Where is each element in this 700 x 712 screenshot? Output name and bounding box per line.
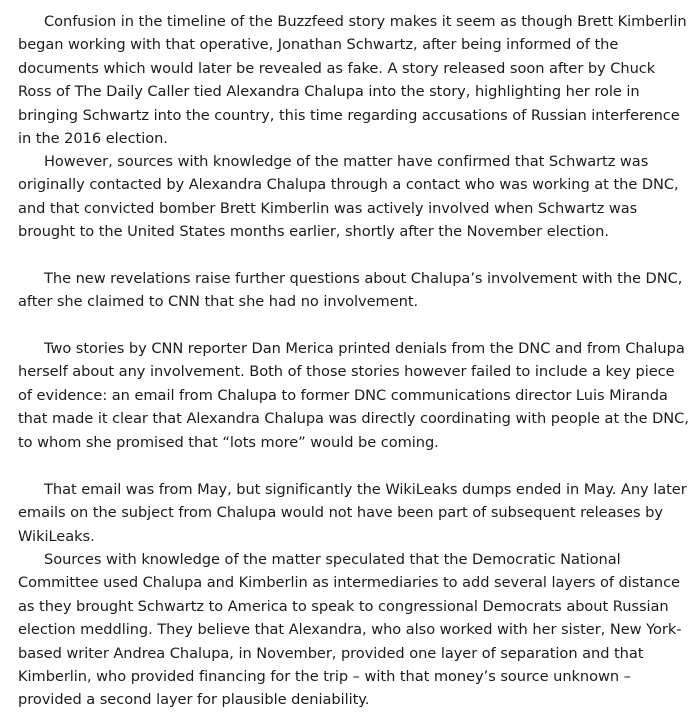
article-paragraph-5: That email was from May, but significantly the WikiLeaks dumps ended in May. Any later emails on the subject from Chalupa would not have been part of subsequent releases by WikiLeaks. bbox=[18, 481, 687, 545]
article-paragraph-4: Two stories by CNN reporter Dan Merica printed denials from the DNC and from Chalupa herself about any involvement. Both of those stories however failed to include a key piece of evidence: an email from Chalupa to former DNC communications director Luis Miranda that made it clear that Alexandra Chalupa was directly coordinating with people at the DNC, to whom she promised that “lots more” would be coming. bbox=[18, 340, 689, 451]
article-paragraph-3: The new revelations raise further questions about Chalupa’s involvement with the DNC, after she claimed to CNN that she had no involvement. bbox=[18, 270, 683, 311]
article-paragraph-2: However, sources with knowledge of the matter have confirmed that Schwartz was originally contacted by Alexandra Chalupa through a contact who was working at the DNC, and that convicted bomber Brett Kimberlin was actively involved when Schwartz was brought to the United States months earlier, shortly after the November election. bbox=[18, 153, 679, 241]
article-paragraph-6: Sources with knowledge of the matter speculated that the Democratic National Committee used Chalupa and Kimberlin as intermediaries to add several layers of distance as they brought Schwartz to America to speak to congressional Democrats about Russian election meddling. They believe that Alexandra, who also worked with her sister, New York-based writer Andrea Chalupa, in November, provided one layer of separation and that Kimberlin, who provided financing for the trip – with that money’s source unknown – provided a second layer for plausible deniability. bbox=[18, 551, 682, 709]
article-paragraph-1: Confusion in the timeline of the Buzzfeed story makes it seem as though Brett Kimberlin began working with that operative, Jonathan Schwartz, after being informed of the documents which would later be revealed as fake. A story released soon after by Chuck Ross of The Daily Caller tied Alexandra Chalupa into the story, highlighting her role in bringing Schwartz into the country, this time regarding accusations of Russian interference in the 2016 election. bbox=[18, 13, 687, 148]
